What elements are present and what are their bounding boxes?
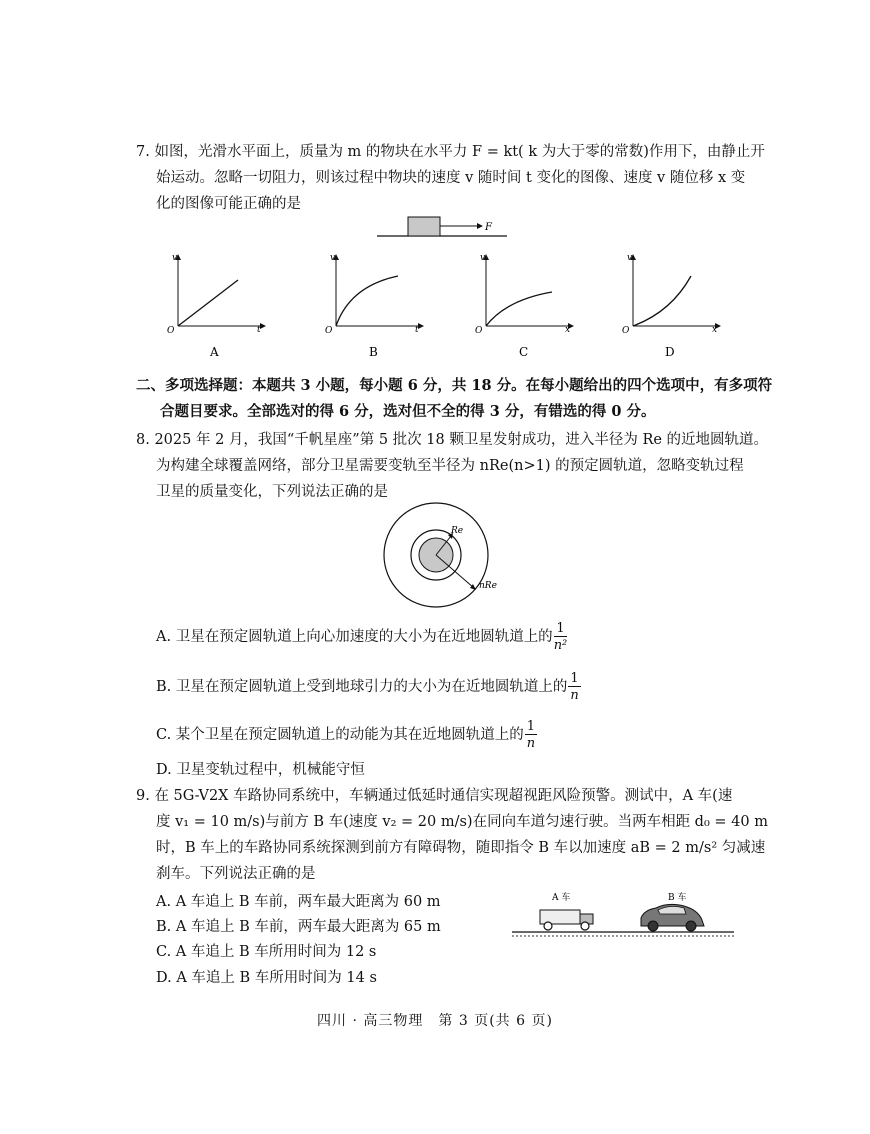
q8-line3: 卫星的质量变化，下列说法正确的是	[156, 484, 388, 500]
q7-line3: 化的图像可能正确的是	[156, 196, 301, 212]
q8-line2: 为构建全球覆盖网络，部分卫星需要变轨至半径为 nRe(n>1) 的预定圆轨道，忽略变轨过程	[156, 458, 744, 474]
q8-option-c[interactable]	[156, 720, 537, 750]
page-footer: 四川 · 高三物理 第 3 页(共 6 页)	[317, 1013, 553, 1029]
graph-a	[160, 250, 280, 360]
graph-b-x-label: t	[415, 325, 419, 335]
q8-option-a[interactable]	[156, 622, 567, 652]
car-b-car-icon	[641, 904, 704, 931]
q9-line1: 9. 在 5G-V2X 车路协同系统中，车辆通过低延时通信实现超视距风险预警。测试中，A 车(速	[136, 788, 733, 804]
inner-radius-label: Re	[451, 526, 464, 536]
force-label: F	[485, 222, 492, 233]
orbit-diagram	[378, 500, 498, 612]
section2-heading-line2: 合题目要求。全部选对的得 6 分，选对但不全的得 3 分，有错选的得 0 分。	[160, 403, 656, 420]
graph-a-origin: O	[167, 326, 175, 336]
graph-c-curve	[486, 292, 552, 326]
q7-line1: 7. 如图，光滑水平面上，质量为 m 的物块在水平力 F = kt( k 为大于零的常数)作用下，由静止开	[136, 144, 765, 160]
graph-d-origin: O	[622, 326, 630, 336]
graph-c	[468, 250, 588, 360]
graph-b-curve	[336, 276, 398, 326]
graph-d-curve	[633, 276, 691, 326]
q8-option-b-fraction: $\frac{1}{n}$	[570, 671, 579, 703]
graph-a-y-label: v	[172, 253, 178, 263]
graph-b-label: B	[369, 345, 378, 359]
q8-option-a-fraction: $\frac{1}{\text{n²}}$	[553, 621, 568, 653]
q8-option-b-text: B. 卫星在预定圆轨道上受到地球引力的大小为在近地圆轨道上的	[156, 679, 568, 695]
q8-line1: 8. 2025 年 2 月，我国“千帆星座”第 5 批次 18 颗卫星发射成功，进入半径为 Re 的近地圆轨道。	[136, 432, 769, 448]
cars-diagram	[508, 888, 738, 940]
q8-option-a-text: A. 卫星在预定圆轨道上向心加速度的大小为在近地圆轨道上的	[156, 629, 553, 645]
graph-a-x-label: t	[257, 325, 261, 335]
q9-option-c[interactable]: C. A 车追上 B 车所用时间为 12 s	[156, 944, 377, 960]
block-force-diagram	[375, 212, 510, 240]
q9-option-d[interactable]: D. A 车追上 B 车所用时间为 14 s	[156, 970, 377, 986]
q9-line2: 度 v₁ = 10 m/s)与前方 B 车(速度 v₂ = 20 m/s)在同向车道匀速行驶。当两车相距 d₀ = 40 m	[156, 814, 768, 830]
graph-b-origin: O	[325, 326, 333, 336]
q9-option-a[interactable]: A. A 车追上 B 车前，两车最大距离为 60 m	[156, 894, 441, 910]
graph-d-x-label: x	[712, 325, 718, 335]
outer-radius-label: nRe	[479, 581, 497, 591]
graph-d-label: D	[665, 345, 675, 359]
q9-option-b[interactable]: B. A 车追上 B 车前，两车最大距离为 65 m	[156, 919, 441, 935]
q8-option-b[interactable]	[156, 672, 581, 702]
graph-b	[318, 250, 438, 360]
car-b-label: B 车	[668, 893, 687, 903]
graph-b-y-label: v	[330, 253, 336, 263]
graph-d-y-label: v	[627, 253, 633, 263]
car-a-truck-icon	[540, 910, 593, 930]
graph-c-origin: O	[475, 326, 483, 336]
q7-line2: 始运动。忽略一切阻力，则该过程中物块的速度 v 随时间 t 变化的图像、速度 v 随位移 x 变	[156, 170, 746, 186]
car-a-label: A 车	[552, 893, 571, 903]
q8-option-c-fraction: $\frac{1}{n}$	[526, 719, 536, 751]
graph-c-label: C	[519, 345, 529, 359]
section2-heading-line1: 二、多项选择题：本题共 3 小题，每小题 6 分，共 18 分。在每小题给出的四个选项中，有多项符	[136, 377, 773, 394]
q8-option-c-text: C. 某个卫星在预定圆轨道上的动能为其在近地圆轨道上的	[156, 727, 524, 743]
graph-a-curve	[178, 280, 238, 326]
q9-line3: 时，B 车上的车路协同系统探测到前方有障碍物，随即指令 B 车以加速度 aB = 2 m/s² 匀减速	[156, 840, 766, 856]
graph-a-label: A	[210, 345, 219, 359]
graph-c-y-label: v	[480, 253, 486, 263]
q8-option-d[interactable]: D. 卫星变轨过程中，机械能守恒	[156, 762, 365, 778]
graph-d	[615, 250, 735, 360]
q9-line4: 刹车。下列说法正确的是	[156, 866, 316, 882]
graph-c-x-label: x	[565, 325, 571, 335]
